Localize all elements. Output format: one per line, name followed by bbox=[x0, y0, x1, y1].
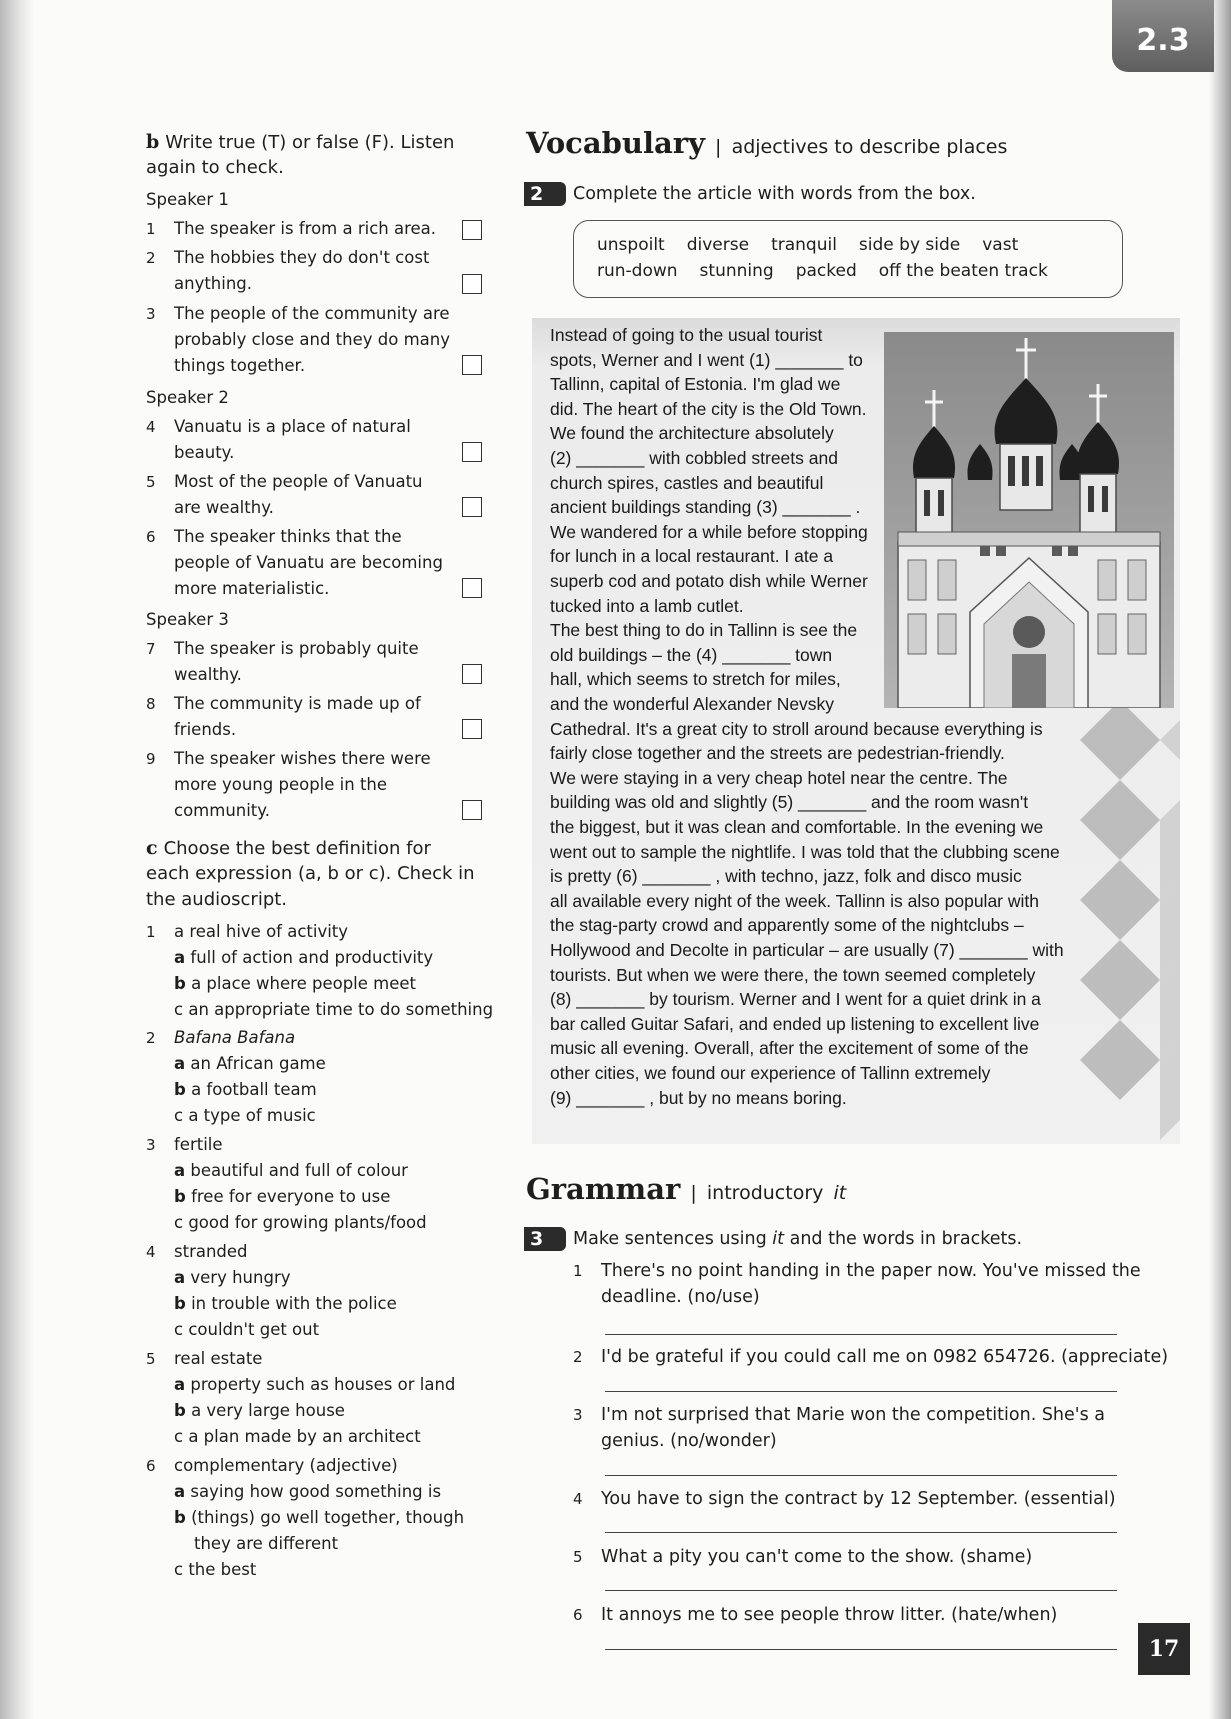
page-edge-shadow bbox=[1209, 0, 1231, 1719]
article-line: for lunch in a local restaurant. I ate a bbox=[550, 546, 834, 567]
answer-checkbox[interactable] bbox=[462, 664, 482, 684]
article-line: hall, which seems to stretch for miles, bbox=[550, 669, 841, 690]
article-line: music all evening. Overall, after the excitement of some of the bbox=[550, 1038, 1029, 1059]
answer-checkbox[interactable] bbox=[462, 719, 482, 739]
speaker-3-heading: Speaker 3 bbox=[146, 610, 229, 629]
exercise-3-instruction: Make sentences using it and the words in brackets. bbox=[573, 1229, 1023, 1249]
article-line: church spires, castles and beautiful bbox=[550, 472, 824, 493]
tf-item-cont: community. bbox=[174, 801, 270, 820]
answer-line[interactable] bbox=[605, 1475, 1117, 1476]
definition-option: a saying how good something is bbox=[174, 1482, 442, 1501]
definition-option: c couldn't get out bbox=[174, 1320, 320, 1339]
answer-line[interactable] bbox=[605, 1334, 1117, 1335]
definition-term: 4 stranded bbox=[146, 1242, 248, 1261]
definition-option: b a place where people meet bbox=[174, 974, 416, 993]
article-line: spots, Werner and I went (1) _______ to bbox=[550, 349, 863, 370]
tf-item-cont: beauty. bbox=[174, 443, 235, 462]
definition-option: b a football team bbox=[174, 1080, 317, 1099]
definition-option: c good for growing plants/food bbox=[174, 1213, 427, 1232]
article-line: tourists. But when we were there, the town seemed completely bbox=[550, 964, 1036, 985]
word-box-item: tranquil bbox=[771, 235, 837, 255]
article-line: ancient buildings standing (3) _______ . bbox=[550, 497, 861, 518]
grammar-item: 5 What a pity you can't come to the show. (shame) bbox=[573, 1547, 1033, 1567]
grammar-item: 6 It annoys me to see people throw litter. (hate/when) bbox=[573, 1605, 1058, 1625]
answer-line[interactable] bbox=[605, 1391, 1117, 1392]
article-line: We were staying in a very cheap hotel near the centre. The bbox=[550, 767, 1008, 788]
exercise-number-badge: 2 bbox=[524, 182, 566, 206]
word-box-item: diverse bbox=[686, 235, 750, 255]
answer-checkbox[interactable] bbox=[462, 578, 482, 598]
word-box-item: run-down bbox=[597, 261, 678, 281]
article-line: We found the architecture absolutely bbox=[550, 423, 834, 444]
article-line: all available every night of the week. Tallinn is also popular with bbox=[550, 890, 1039, 911]
grammar-item-cont: genius. (no/wonder) bbox=[601, 1431, 777, 1451]
answer-line[interactable] bbox=[605, 1649, 1117, 1650]
definition-option: a very hungry bbox=[174, 1268, 291, 1287]
exercise-c-instruction-cont: each expression (a, b or c). Check in bbox=[146, 863, 475, 884]
definition-term: 5 real estate bbox=[146, 1349, 263, 1368]
tf-item-cont: more young people in the bbox=[174, 775, 388, 794]
tf-item: 9 The speaker wishes there were bbox=[146, 749, 431, 768]
tf-item: 3 The people of the community are bbox=[146, 304, 450, 323]
definition-option: c a plan made by an architect bbox=[174, 1427, 421, 1446]
page-number: 17 bbox=[1138, 1623, 1190, 1675]
article-line: did. The heart of the city is the Old Town. bbox=[550, 398, 867, 419]
tf-item: 1 The speaker is from a rich area. bbox=[146, 219, 437, 238]
book-spine-shadow bbox=[0, 0, 34, 1719]
answer-checkbox[interactable] bbox=[462, 800, 482, 820]
article-line: the stag-party crowd and apparently some of the nightclubs – bbox=[550, 915, 1024, 936]
grammar-heading: Grammar | introductory it bbox=[526, 1172, 847, 1206]
article-line: fairly close together and the streets are pedestrian-friendly. bbox=[550, 743, 1005, 764]
speaker-1-heading: Speaker 1 bbox=[146, 190, 229, 209]
definition-option: b free for everyone to use bbox=[174, 1187, 391, 1206]
article-line: superb cod and potato dish while Werner bbox=[550, 571, 868, 591]
definition-term: 1 a real hive of activity bbox=[146, 922, 349, 941]
exercise-number-badge: 3 bbox=[524, 1227, 566, 1251]
exercise-c-instruction-cont: the audioscript. bbox=[146, 889, 288, 910]
vocabulary-heading: Vocabulary | adjectives to describe places bbox=[526, 126, 1008, 160]
definition-option-cont: they are different bbox=[194, 1534, 339, 1553]
grammar-item: 1 There's no point handing in the paper now. You've missed the bbox=[573, 1261, 1141, 1281]
word-box-item: packed bbox=[795, 261, 857, 281]
tf-item: 5 Most of the people of Vanuatu bbox=[146, 472, 423, 491]
answer-checkbox[interactable] bbox=[462, 220, 482, 240]
word-box-row-1 bbox=[597, 233, 1040, 257]
article-line: building was old and slightly (5) _______ and the room wasn't bbox=[550, 792, 1029, 813]
article-line: The best thing to do in Tallinn is see the bbox=[550, 620, 858, 641]
exercise-c-instruction: c Choose the best definition for bbox=[146, 837, 431, 859]
definition-option: b (things) go well together, though bbox=[174, 1508, 465, 1527]
grammar-item: 2 I'd be grateful if you could call me on 0982 654726. (appreciate) bbox=[573, 1347, 1169, 1367]
diamond-pattern-decoration bbox=[1060, 700, 1180, 1144]
word-box-item: side by side bbox=[858, 235, 961, 255]
definition-option: c an appropriate time to do something bbox=[174, 1000, 494, 1019]
article-line: Tallinn, capital of Estonia. I'm glad we bbox=[550, 374, 841, 395]
definition-option: a property such as houses or land bbox=[174, 1375, 456, 1394]
article-line: the biggest, but it was clean and comfortable. In the evening we bbox=[550, 817, 1044, 837]
article-line: (8) _______ by tourism. Werner and I went for a quiet drink in a bbox=[550, 989, 1041, 1010]
exercise-b-instruction-cont: again to check. bbox=[146, 157, 284, 178]
tf-item: 7 The speaker is probably quite bbox=[146, 639, 419, 658]
answer-checkbox[interactable] bbox=[462, 442, 482, 462]
answer-checkbox[interactable] bbox=[462, 497, 482, 517]
tf-item: 4 Vanuatu is a place of natural bbox=[146, 417, 411, 436]
definition-option: b a very large house bbox=[174, 1401, 345, 1420]
tf-item: 6 The speaker thinks that the bbox=[146, 527, 402, 546]
speaker-2-heading: Speaker 2 bbox=[146, 388, 229, 407]
definition-option: c a type of music bbox=[174, 1106, 316, 1125]
article-line: bar called Guitar Safari, and ended up listening to excellent live bbox=[550, 1013, 1040, 1034]
answer-line[interactable] bbox=[605, 1590, 1117, 1591]
grammar-item: 4 You have to sign the contract by 12 September. (essential) bbox=[573, 1489, 1116, 1509]
tf-item-cont: anything. bbox=[174, 274, 253, 293]
word-box-item: stunning bbox=[699, 261, 774, 281]
unit-tab: 2.3 bbox=[1112, 0, 1214, 72]
article-line: old buildings – the (4) _______ town bbox=[550, 644, 833, 665]
tf-item-cont: more materialistic. bbox=[174, 579, 330, 598]
cathedral-photo bbox=[884, 332, 1174, 708]
article-line: We wandered for a while before stopping bbox=[550, 521, 868, 542]
article-line: tucked into a lamb cutlet. bbox=[550, 595, 744, 616]
article-line: other cities, we found our experience of Tallinn extremely bbox=[550, 1063, 991, 1083]
exercise-b-instruction: b Write true (T) or false (F). Listen bbox=[146, 131, 455, 153]
tf-item-cont: friends. bbox=[174, 720, 237, 739]
article-line: (9) _______ , but by no means boring. bbox=[550, 1087, 847, 1108]
word-box-row-2 bbox=[597, 259, 1070, 283]
definition-option: a beautiful and full of colour bbox=[174, 1161, 408, 1180]
word-box-item: vast bbox=[982, 235, 1019, 255]
definition-term: 2 Bafana Bafana bbox=[146, 1028, 296, 1047]
definition-term: 6 complementary (adjective) bbox=[146, 1456, 398, 1475]
article-line: and the wonderful Alexander Nevsky bbox=[550, 694, 835, 714]
article-line: Instead of going to the usual tourist bbox=[550, 325, 823, 345]
tf-item: 2 The hobbies they do don't cost bbox=[146, 248, 430, 267]
article-line: Hollywood and Decolte in particular – are usually (7) _______ with bbox=[550, 940, 1064, 960]
tf-item-cont: people of Vanuatu are becoming bbox=[174, 553, 443, 572]
word-box-item: off the beaten track bbox=[878, 261, 1048, 281]
answer-line[interactable] bbox=[605, 1532, 1117, 1533]
article-line: (2) _______ with cobbled streets and bbox=[550, 448, 838, 468]
grammar-item: 3 I'm not surprised that Marie won the competition. She's a bbox=[573, 1405, 1105, 1425]
word-box-item: unspoilt bbox=[597, 235, 665, 255]
definition-option: a full of action and productivity bbox=[174, 948, 434, 967]
article-line: Cathedral. It's a great city to stroll around because everything is bbox=[550, 718, 1043, 739]
tf-item-cont: probably close and they do many bbox=[174, 330, 450, 349]
tf-item-cont: are wealthy. bbox=[174, 498, 274, 517]
article-line: went out to sample the nightlife. I was told that the clubbing scene bbox=[550, 841, 1060, 862]
tf-item-cont: wealthy. bbox=[174, 665, 242, 684]
answer-checkbox[interactable] bbox=[462, 355, 482, 375]
exercise-2-instruction: Complete the article with words from the box. bbox=[573, 184, 976, 204]
definition-option: a an African game bbox=[174, 1054, 326, 1073]
answer-checkbox[interactable] bbox=[462, 274, 482, 294]
definition-option: b in trouble with the police bbox=[174, 1294, 397, 1313]
definition-term: 3 fertile bbox=[146, 1135, 223, 1154]
tf-item: 8 The community is made up of bbox=[146, 694, 421, 713]
definition-option: c the best bbox=[174, 1560, 257, 1579]
tf-item-cont: things together. bbox=[174, 356, 306, 375]
article-line: is pretty (6) _______ , with techno, jazz, folk and disco music bbox=[550, 866, 1022, 887]
grammar-item-cont: deadline. (no/use) bbox=[601, 1287, 760, 1307]
